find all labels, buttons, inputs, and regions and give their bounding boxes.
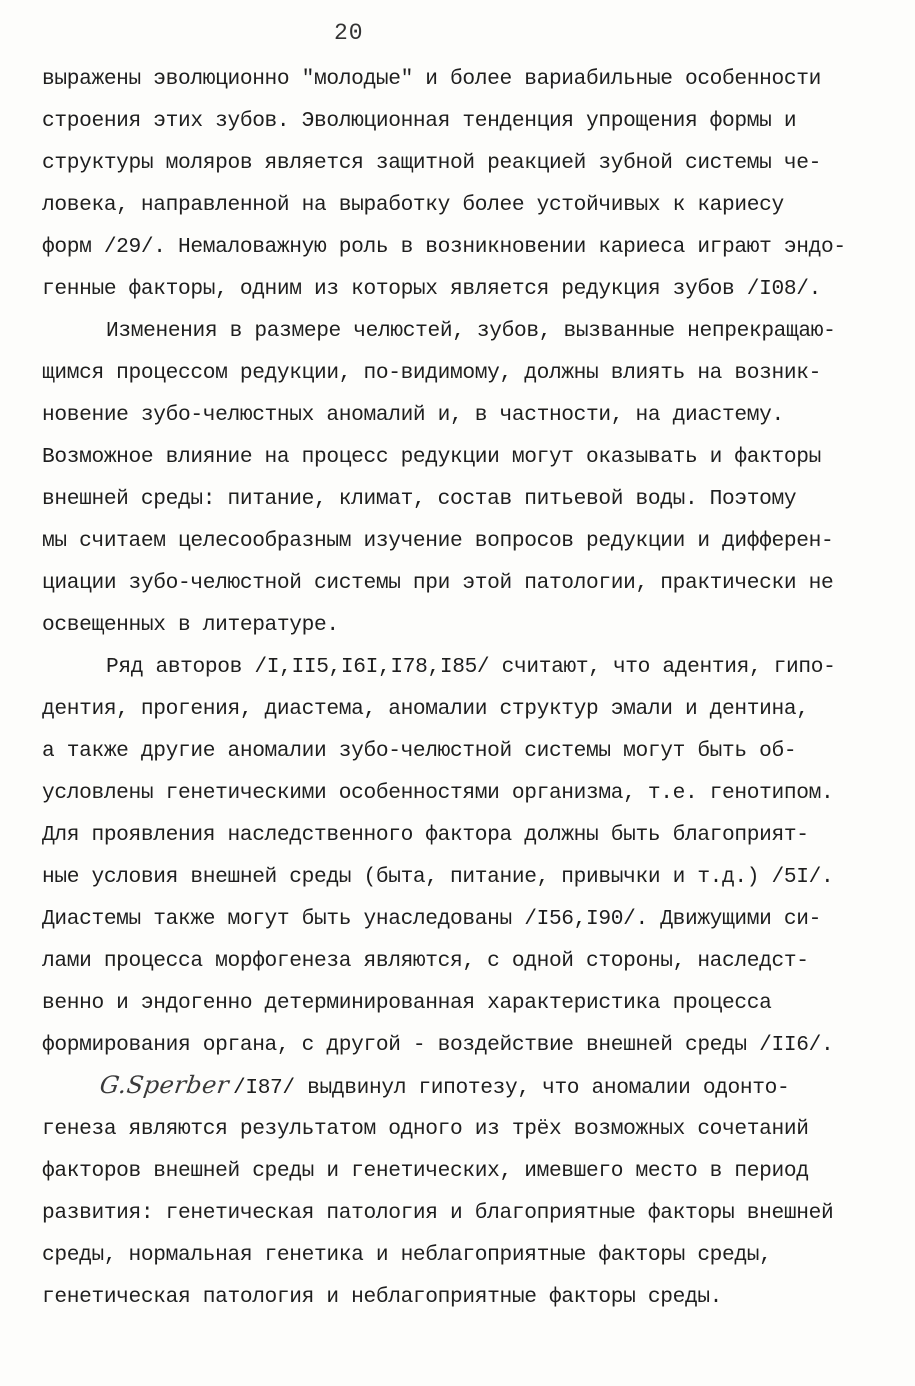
text-line: ловека, направленной на выработку более устойчивых к кариесу xyxy=(42,193,784,217)
text-line: среды, нормальная генетика и неблагоприятные факторы среды, xyxy=(42,1243,772,1267)
text-line: формирования органа, с другой - воздействие внешней среды /II6/. xyxy=(42,1033,834,1057)
text-line: венно и эндогенно детерминированная характеристика процесса xyxy=(42,991,772,1015)
text-line: мы считаем целесообразным изучение вопросов редукции и дифферен- xyxy=(42,529,834,553)
text-line: ные условия внешней среды (быта, питание, привычки и т.д.) /5I/. xyxy=(42,865,834,889)
text-line: циации зубо-челюстной системы при этой патологии, практически не xyxy=(42,571,834,595)
text-line: Изменения в размере челюстей, зубов, вызванные непрекращаю- xyxy=(106,319,836,343)
text-line: факторов внешней среды и генетических, имевшего место в период xyxy=(42,1159,809,1183)
text-line: а также другие аномалии зубо-челюстной системы могут быть об- xyxy=(42,739,797,763)
text-line-with-author xyxy=(100,1070,789,1103)
text-line: генетическая патология и неблагоприятные факторы среды. xyxy=(42,1285,723,1309)
text-line: Возможное влияние на процесс редукции могут оказывать и факторы xyxy=(42,445,821,469)
text-line: условлены генетическими особенностями организма, т.е. генотипом. xyxy=(42,781,834,805)
text-line: форм /29/. Немаловажную роль в возникновении кариеса играют эндо- xyxy=(42,235,846,259)
text-line: структуры моляров является защитной реакцией зубной системы че- xyxy=(42,151,821,175)
text-line: внешней среды: питание, климат, состав питьевой воды. Поэтому xyxy=(42,487,797,511)
text-line-rest: /I87/ выдвинул гипотезу, что аномалии одонто- xyxy=(232,1076,790,1100)
text-line: Ряд авторов /I,II5,I6I,I78,I85/ считают, что адентия, гипо- xyxy=(106,655,836,679)
text-line: Для проявления наследственного фактора должны быть благоприят- xyxy=(42,823,809,847)
text-line: лами процесса морфогенеза являются, с одной стороны, наследст- xyxy=(42,949,809,973)
text-line: новение зубо-челюстных аномалий и, в частности, на диастему. xyxy=(42,403,784,427)
text-line: Диастемы также могут быть унаследованы /I56,I90/. Движущими си- xyxy=(42,907,821,931)
page-number: 20 xyxy=(334,20,364,46)
text-line: дентия, прогения, диастема, аномалии структур эмали и дентина, xyxy=(42,697,809,721)
text-line: щимся процессом редукции, по-видимому, должны влиять на возник- xyxy=(42,361,821,385)
handwritten-author-name: G.Sperber xyxy=(98,1071,231,1099)
text-line: освещенных в литературе. xyxy=(42,613,339,637)
text-line: развития: генетическая патология и благоприятные факторы внешней xyxy=(42,1201,834,1225)
text-line: выражены эволюционно "молодые" и более вариабильные особенности xyxy=(42,67,821,91)
text-line: генные факторы, одним из которых является редукция зубов /I08/. xyxy=(42,277,821,301)
text-line: строения этих зубов. Эволюционная тенденция упрощения формы и xyxy=(42,109,797,133)
text-line: генеза являются результатом одного из трёх возможных сочетаний xyxy=(42,1117,809,1141)
